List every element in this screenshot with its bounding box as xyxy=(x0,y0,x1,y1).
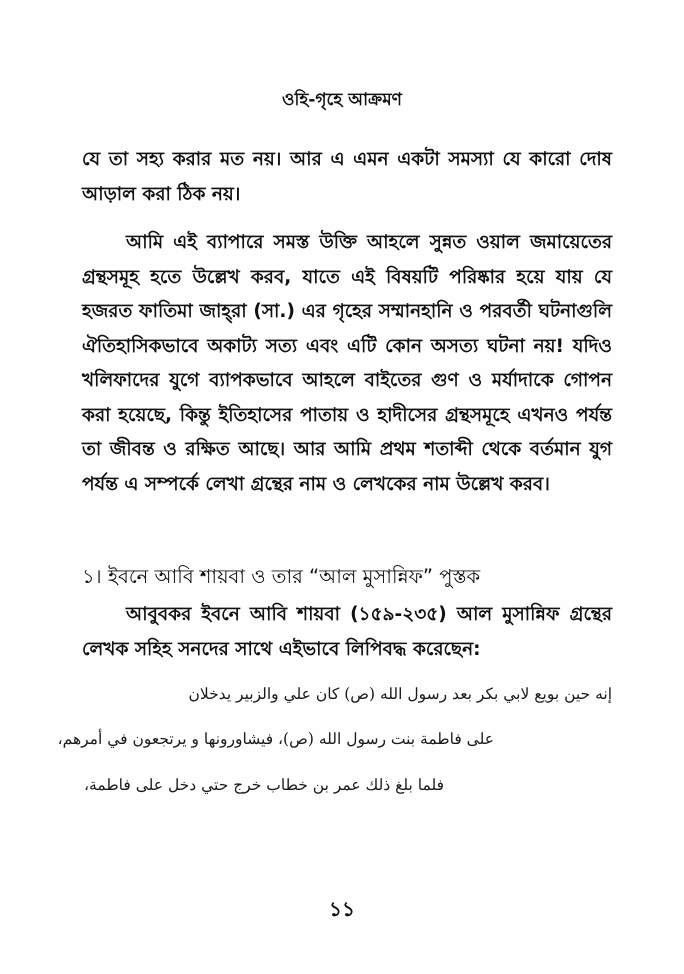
page-number: ১১ xyxy=(329,897,355,921)
paragraph-sources-intro: আমি এই ব্যাপারে সমস্ত উক্তি আহলে সুন্নত ওয়াল জমায়েতের গ্রন্থসমূহ হতে উল্লেখ করব, যাতে এই বিষয়টি পরিষ্কার হয়ে যায় যে হজরত ফাতিমা জাহ্‌রা (সা.) এর গৃহের সম্মানহানি ও পরবর্তী ঘটনাগুলি ঐতিহাসিকভাবে অকাট্য সত্য এবং এটি কোন অসত্য ঘটনা নয়! যদিও খলিফাদের যুগে ব্যাপকভাবে আহলে বাইতের গুণ ও মর্যাদাকে গোপন করা হয়েছে, কিন্তু ইতিহাসের পাতায় ও হাদীসের গ্রন্থসমূহে এখনও পর্যন্ত তা জীবন্ত ও রক্ষিত আছে। আর আমি প্রথম শতাব্দী থেকে বর্তমান যুগ পর্যন্ত এ সম্পর্কে লেখা গ্রন্থের নাম ও লেখকের নাম উল্লেখ করব। xyxy=(82,232,612,495)
arabic-quote-line-1: إنه حين بويع لابي بكر بعد رسول الله (ص) كان علي والزبير يدخلان xyxy=(188,685,612,703)
section-heading: ১। ইবনে আবি শায়বা ও তার “আল মুসান্নিফ” পুস্তক xyxy=(82,565,481,588)
paragraph-continued: যে তা সহ্য করার মত নয়। আর এ এমন একটা সমস্যা যে কারো দোষ আড়াল করা ঠিক নয়। xyxy=(82,149,612,205)
running-head: ওহি-গৃহে আক্রমণ xyxy=(282,90,402,110)
arabic-quote-line-3: فلما بلغ ذلك عمر بن خطاب خرج حتي دخل على فاطمة، xyxy=(84,776,444,794)
paragraph-ibn-abi-shayba: আবুবকর ইবনে আবি শায়বা (১৫৯-২৩৫) আল মুসান্নিফ গ্রন্থের লেখক সহিহ সনদের সাথে এইভাবে লিপিবদ্ধ করেছেন: xyxy=(82,604,612,660)
arabic-quote-line-2: على فاطمة بنت رسول الله (ص)، فيشاورونها و يرتجعون في أمرهم، xyxy=(57,730,494,748)
